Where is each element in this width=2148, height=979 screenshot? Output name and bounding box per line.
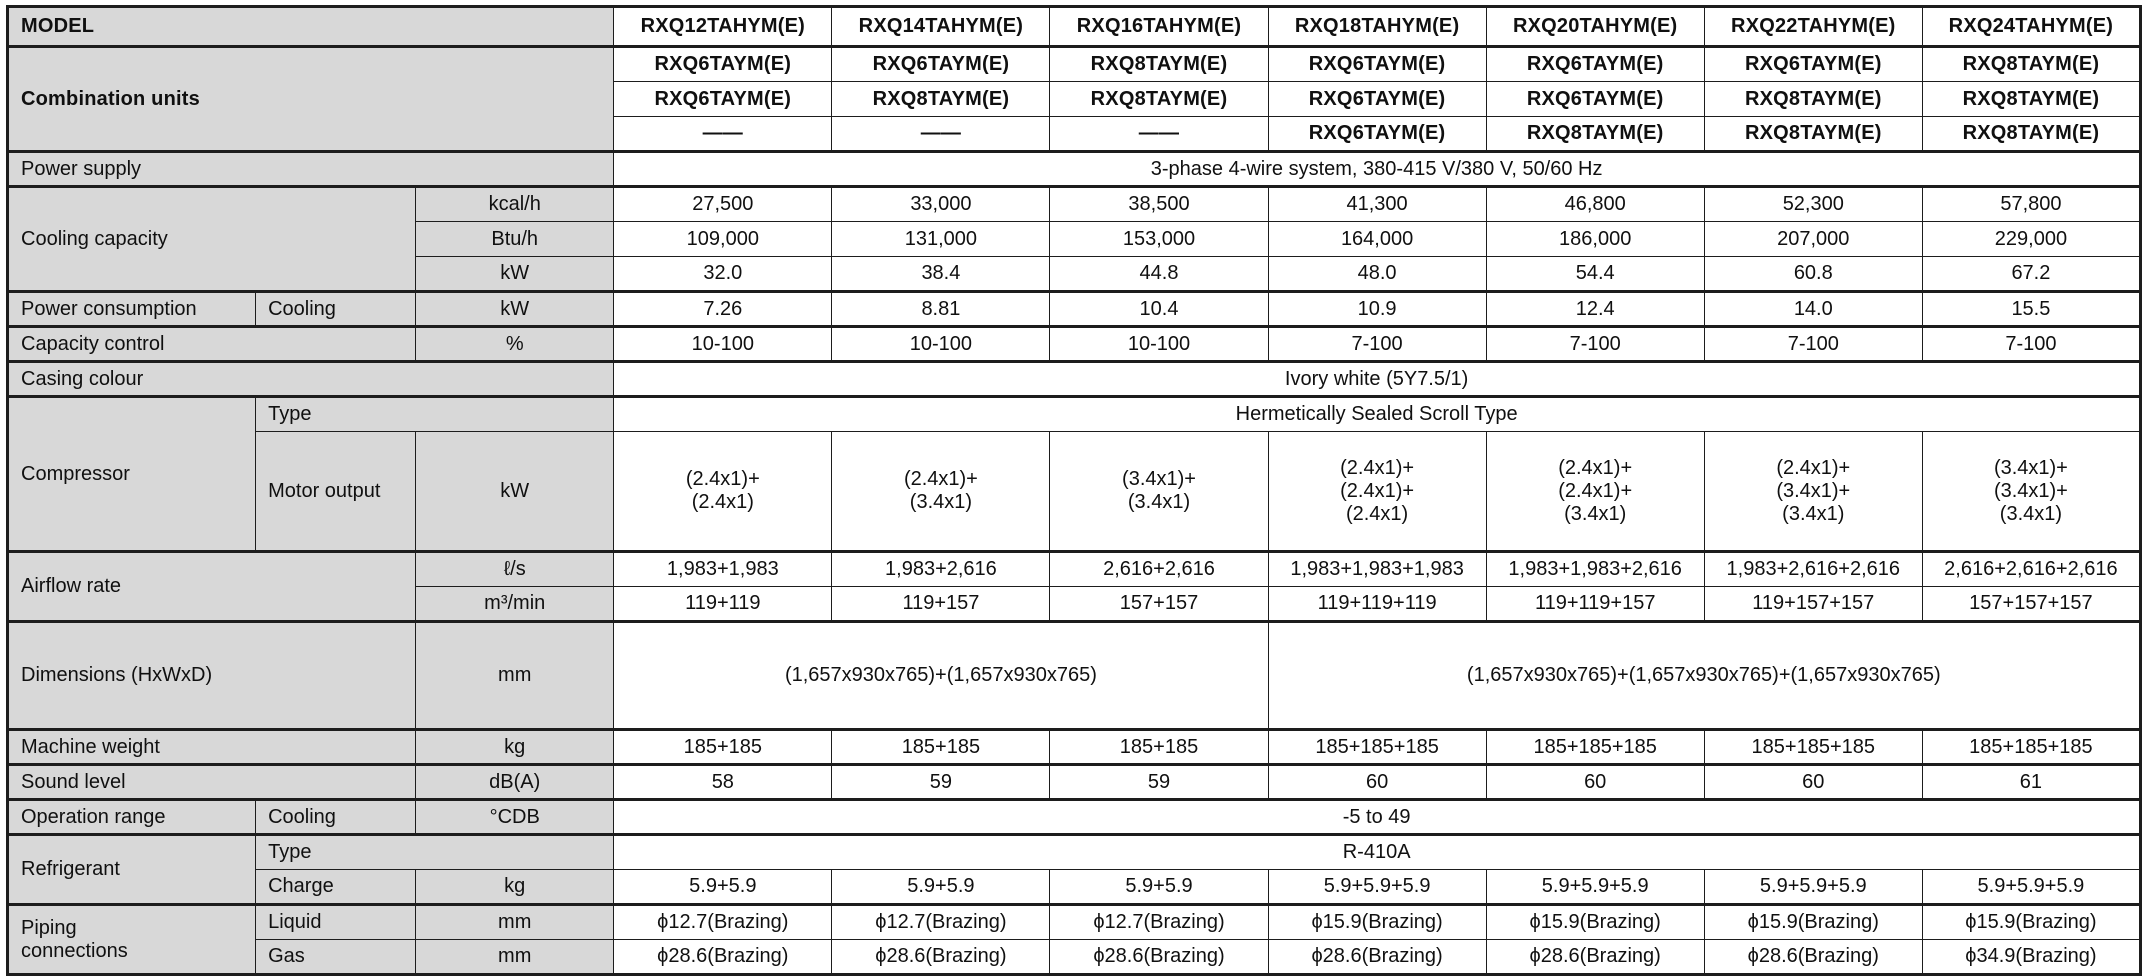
spec-value: ϕ28.6(Brazing)	[1268, 940, 1486, 975]
power-consumption-row	[8, 292, 2141, 327]
unit-m3-per-min: m³/min	[416, 587, 614, 622]
power-supply-label: Power supply	[8, 152, 614, 187]
spec-value: (2.4x1)+ (2.4x1)+ (3.4x1)	[1486, 432, 1704, 552]
spec-value: 44.8	[1050, 257, 1268, 292]
unit-cdb: °CDB	[416, 800, 614, 835]
spec-value: 33,000	[832, 187, 1050, 222]
piping-liquid-row	[8, 905, 2141, 940]
spec-value: 60	[1268, 765, 1486, 800]
spec-value: 10-100	[832, 327, 1050, 362]
spec-value: 7-100	[1704, 327, 1922, 362]
spec-value: 185+185+185	[1486, 730, 1704, 765]
spec-value: (3.4x1)+ (3.4x1)	[1050, 432, 1268, 552]
power-consumption-sublabel: Cooling	[256, 292, 416, 327]
spec-value: 54.4	[1486, 257, 1704, 292]
spec-value: 153,000	[1050, 222, 1268, 257]
combination-cell: RXQ8TAYM(E)	[832, 82, 1050, 117]
spec-value: 164,000	[1268, 222, 1486, 257]
spec-value: 5.9+5.9	[614, 870, 832, 905]
combination-cell: RXQ6TAYM(E)	[1486, 47, 1704, 82]
spec-value: ϕ12.7(Brazing)	[1050, 905, 1268, 940]
refrigerant-charge-row	[8, 870, 2141, 905]
machine-weight-row	[8, 730, 2141, 765]
spec-value: 2,616+2,616+2,616	[1922, 552, 2140, 587]
model-column-header: RXQ18TAHYM(E)	[1268, 7, 1486, 47]
refrigerant-type-value: R-410A	[614, 835, 2141, 870]
spec-value: 59	[832, 765, 1050, 800]
combination-cell: RXQ8TAYM(E)	[1922, 82, 2140, 117]
spec-value: 5.9+5.9+5.9	[1268, 870, 1486, 905]
model-row-label: MODEL	[8, 7, 614, 47]
combination-cell: ——	[1050, 117, 1268, 152]
spec-value: 229,000	[1922, 222, 2140, 257]
dimensions-value-dual: (1,657x930x765)+(1,657x930x765)	[614, 622, 1268, 730]
combination-cell: RXQ6TAYM(E)	[1268, 47, 1486, 82]
operation-range-value: -5 to 49	[614, 800, 2141, 835]
spec-value: 7.26	[614, 292, 832, 327]
spec-value: 14.0	[1704, 292, 1922, 327]
combination-cell: RXQ6TAYM(E)	[614, 82, 832, 117]
spec-value: 1,983+2,616	[832, 552, 1050, 587]
motor-output-row	[8, 432, 2141, 552]
spec-value: 185+185	[832, 730, 1050, 765]
spec-value: ϕ28.6(Brazing)	[832, 940, 1050, 975]
spec-value: 10-100	[1050, 327, 1268, 362]
spec-value: (2.4x1)+ (2.4x1)	[614, 432, 832, 552]
spec-value: 15.5	[1922, 292, 2140, 327]
combination-cell: RXQ8TAYM(E)	[1704, 82, 1922, 117]
spec-value: 38,500	[1050, 187, 1268, 222]
power-consumption-label: Power consumption	[8, 292, 256, 327]
spec-value: 157+157	[1050, 587, 1268, 622]
spec-value: 119+119+119	[1268, 587, 1486, 622]
operation-range-sublabel: Cooling	[256, 800, 416, 835]
spec-value: ϕ12.7(Brazing)	[832, 905, 1050, 940]
spec-value: 7-100	[1486, 327, 1704, 362]
spec-value: 58	[614, 765, 832, 800]
refrigerant-label: Refrigerant	[8, 835, 256, 905]
unit-kw: kW	[416, 257, 614, 292]
capacity-control-label: Capacity control	[8, 327, 416, 362]
unit-mm: mm	[416, 940, 614, 975]
spec-value: 119+119	[614, 587, 832, 622]
unit-kw: kW	[416, 292, 614, 327]
spec-value: 5.9+5.9	[832, 870, 1050, 905]
cooling-capacity-kcal-row	[8, 187, 2141, 222]
spec-value: 1,983+1,983	[614, 552, 832, 587]
unit-kw: kW	[416, 432, 614, 552]
combination-cell: RXQ8TAYM(E)	[1050, 47, 1268, 82]
spec-value: 185+185+185	[1704, 730, 1922, 765]
casing-colour-value: Ivory white (5Y7.5/1)	[614, 362, 2141, 397]
spec-value: 1,983+2,616+2,616	[1704, 552, 1922, 587]
piping-gas-label: Gas	[256, 940, 416, 975]
spec-value: 119+157+157	[1704, 587, 1922, 622]
spec-value: 52,300	[1704, 187, 1922, 222]
specification-table	[6, 5, 2142, 976]
spec-value: ϕ15.9(Brazing)	[1268, 905, 1486, 940]
power-supply-value: 3-phase 4-wire system, 380-415 V/380 V, 50/60 Hz	[614, 152, 2141, 187]
combination-units-label: Combination units	[8, 47, 614, 152]
spec-value: 186,000	[1486, 222, 1704, 257]
spec-value: 5.9+5.9	[1050, 870, 1268, 905]
spec-value: 57,800	[1922, 187, 2140, 222]
combination-cell: RXQ8TAYM(E)	[1922, 117, 2140, 152]
piping-gas-row	[8, 940, 2141, 975]
unit-btu-h: Btu/h	[416, 222, 614, 257]
model-column-header: RXQ24TAHYM(E)	[1922, 7, 2140, 47]
sound-level-label: Sound level	[8, 765, 416, 800]
capacity-control-row	[8, 327, 2141, 362]
spec-value: ϕ28.6(Brazing)	[614, 940, 832, 975]
model-column-header: RXQ12TAHYM(E)	[614, 7, 832, 47]
spec-value: 185+185+185	[1922, 730, 2140, 765]
spec-value: 10-100	[614, 327, 832, 362]
spec-value: 10.9	[1268, 292, 1486, 327]
spec-value: ϕ28.6(Brazing)	[1050, 940, 1268, 975]
refrigerant-charge-label: Charge	[256, 870, 416, 905]
spec-value: 60	[1486, 765, 1704, 800]
spec-value: ϕ15.9(Brazing)	[1486, 905, 1704, 940]
spec-value: (2.4x1)+ (3.4x1)+ (3.4x1)	[1704, 432, 1922, 552]
spec-value: 109,000	[614, 222, 832, 257]
spec-value: ϕ34.9(Brazing)	[1922, 940, 2140, 975]
refrigerant-type-row	[8, 835, 2141, 870]
unit-dba: dB(A)	[416, 765, 614, 800]
unit-kcal-h: kcal/h	[416, 187, 614, 222]
refrigerant-type-label: Type	[256, 835, 614, 870]
combination-cell: RXQ8TAYM(E)	[1486, 117, 1704, 152]
airflow-rate-label: Airflow rate	[8, 552, 416, 622]
spec-value: ϕ12.7(Brazing)	[614, 905, 832, 940]
combination-cell: RXQ6TAYM(E)	[1268, 117, 1486, 152]
spec-value: 7-100	[1268, 327, 1486, 362]
spec-value: 1,983+1,983+2,616	[1486, 552, 1704, 587]
compressor-type-label: Type	[256, 397, 614, 432]
dimensions-label: Dimensions (HxWxD)	[8, 622, 416, 730]
combination-cell: RXQ8TAYM(E)	[1050, 82, 1268, 117]
spec-value: 38.4	[832, 257, 1050, 292]
spec-value: 46,800	[1486, 187, 1704, 222]
operation-range-row	[8, 800, 2141, 835]
spec-value: 60.8	[1704, 257, 1922, 292]
model-column-header: RXQ14TAHYM(E)	[832, 7, 1050, 47]
combination-cell: RXQ8TAYM(E)	[1922, 47, 2140, 82]
spec-value: 1,983+1,983+1,983	[1268, 552, 1486, 587]
spec-value: 41,300	[1268, 187, 1486, 222]
spec-value: 185+185	[614, 730, 832, 765]
unit-kg: kg	[416, 730, 614, 765]
motor-output-label: Motor output	[256, 432, 416, 552]
spec-value: ϕ15.9(Brazing)	[1922, 905, 2140, 940]
spec-value: 48.0	[1268, 257, 1486, 292]
spec-value: 59	[1050, 765, 1268, 800]
spec-value: 7-100	[1922, 327, 2140, 362]
spec-value: (2.4x1)+ (3.4x1)	[832, 432, 1050, 552]
spec-value: 185+185+185	[1268, 730, 1486, 765]
spec-value: 32.0	[614, 257, 832, 292]
piping-liquid-label: Liquid	[256, 905, 416, 940]
casing-colour-row	[8, 362, 2141, 397]
airflow-ls-row	[8, 552, 2141, 587]
spec-value: 12.4	[1486, 292, 1704, 327]
machine-weight-label: Machine weight	[8, 730, 416, 765]
combination-cell: RXQ6TAYM(E)	[1704, 47, 1922, 82]
spec-value: (3.4x1)+ (3.4x1)+ (3.4x1)	[1922, 432, 2140, 552]
combination-row-1	[8, 47, 2141, 82]
spec-value: 60	[1704, 765, 1922, 800]
spec-value: 157+157+157	[1922, 587, 2140, 622]
unit-mm: mm	[416, 622, 614, 730]
spec-value: 119+119+157	[1486, 587, 1704, 622]
sound-level-row	[8, 765, 2141, 800]
cooling-capacity-label: Cooling capacity	[8, 187, 416, 292]
spec-value: ϕ15.9(Brazing)	[1704, 905, 1922, 940]
spec-value: 5.9+5.9+5.9	[1922, 870, 2140, 905]
combination-cell: RXQ6TAYM(E)	[1486, 82, 1704, 117]
spec-value: 119+157	[832, 587, 1050, 622]
unit-kg: kg	[416, 870, 614, 905]
spec-value: 2,616+2,616	[1050, 552, 1268, 587]
compressor-type-value: Hermetically Sealed Scroll Type	[614, 397, 2141, 432]
unit-mm: mm	[416, 905, 614, 940]
unit-l-per-s: ℓ/s	[416, 552, 614, 587]
spec-value: 27,500	[614, 187, 832, 222]
piping-connections-label: Piping connections	[8, 905, 256, 975]
combination-cell: RXQ6TAYM(E)	[1268, 82, 1486, 117]
power-supply-row	[8, 152, 2141, 187]
spec-value: 207,000	[1704, 222, 1922, 257]
dimensions-row	[8, 622, 2141, 730]
unit-percent: %	[416, 327, 614, 362]
spec-value: 67.2	[1922, 257, 2140, 292]
spec-value: ϕ28.6(Brazing)	[1486, 940, 1704, 975]
dimensions-value-triple: (1,657x930x765)+(1,657x930x765)+(1,657x930x765)	[1268, 622, 2140, 730]
spec-value: (2.4x1)+ (2.4x1)+ (2.4x1)	[1268, 432, 1486, 552]
combination-cell: RXQ6TAYM(E)	[832, 47, 1050, 82]
combination-cell: ——	[614, 117, 832, 152]
combination-cell: RXQ6TAYM(E)	[614, 47, 832, 82]
spec-value: 185+185	[1050, 730, 1268, 765]
spec-value: 10.4	[1050, 292, 1268, 327]
compressor-label: Compressor	[8, 397, 256, 552]
compressor-type-row	[8, 397, 2141, 432]
casing-colour-label: Casing colour	[8, 362, 614, 397]
spec-value: 131,000	[832, 222, 1050, 257]
model-row	[8, 7, 2141, 47]
spec-value: 5.9+5.9+5.9	[1704, 870, 1922, 905]
operation-range-label: Operation range	[8, 800, 256, 835]
model-column-header: RXQ20TAHYM(E)	[1486, 7, 1704, 47]
model-column-header: RXQ16TAHYM(E)	[1050, 7, 1268, 47]
spec-value: 5.9+5.9+5.9	[1486, 870, 1704, 905]
combination-cell: ——	[832, 117, 1050, 152]
combination-cell: RXQ8TAYM(E)	[1704, 117, 1922, 152]
model-column-header: RXQ22TAHYM(E)	[1704, 7, 1922, 47]
spec-value: 8.81	[832, 292, 1050, 327]
spec-value: ϕ28.6(Brazing)	[1704, 940, 1922, 975]
spec-value: 61	[1922, 765, 2140, 800]
